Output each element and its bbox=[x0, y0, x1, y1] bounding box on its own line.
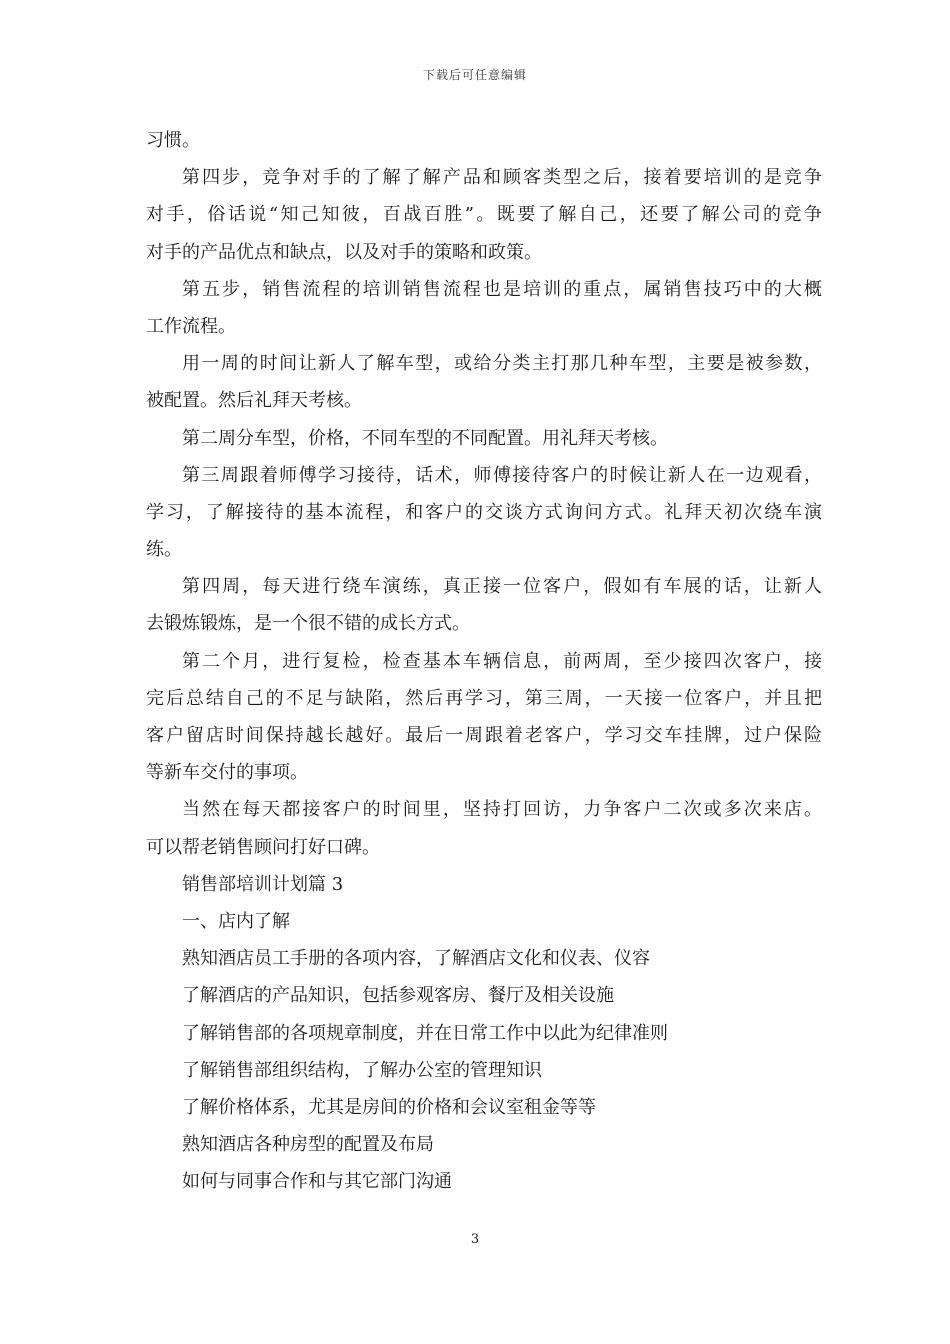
text-line: 练。 bbox=[146, 539, 182, 561]
text-line: 对手，俗话说“知己知彼，百战百胜”。既要了解自己，还要了解公司的竞争 bbox=[146, 204, 822, 226]
text-line: 对手的产品优点和缺点，以及对手的策略和政策。 bbox=[146, 241, 542, 263]
text-line: 第四步，竞争对手的了解了解产品和顾客类型之后，接着要培训的是竞争 bbox=[182, 167, 822, 189]
text-line: 可以帮老销售顾问打好口碑。 bbox=[146, 836, 380, 858]
text-line: 销售部培训计划篇 3 bbox=[182, 873, 344, 895]
text-line: 了解销售部的各项规章制度，并在日常工作中以此为纪律准则 bbox=[182, 1022, 668, 1044]
paragraph bbox=[146, 903, 822, 940]
text-line: 当然在每天都接客户的时间里，坚持打回访，力争客户二次或多次来店。 bbox=[182, 799, 822, 821]
paragraph bbox=[146, 1126, 822, 1163]
paragraph bbox=[146, 791, 822, 865]
paragraph bbox=[146, 345, 822, 419]
paragraph bbox=[146, 568, 822, 642]
text-line: 完后总结自己的不足与缺陷，然后再学习，第三周，一天接一位客户，并且把 bbox=[146, 687, 822, 709]
text-line: 了解价格体系，尤其是房间的价格和会议室租金等等 bbox=[182, 1096, 596, 1118]
paragraph bbox=[146, 643, 822, 792]
text-line: 习惯。 bbox=[146, 130, 200, 151]
text-line: 了解销售部组织结构，了解办公室的管理知识 bbox=[182, 1059, 542, 1081]
paragraph bbox=[146, 1015, 822, 1052]
page-header: 下载后可任意编辑 bbox=[422, 68, 527, 82]
text-line: 第三周跟着师傅学习接待，话术，师傅接待客户的时候让新人在一边观看， bbox=[182, 464, 822, 486]
text-line: 熟知酒店员工手册的各项内容，了解酒店文化和仪表、仪容 bbox=[182, 948, 650, 970]
paragraph bbox=[146, 457, 822, 569]
text-line: 被配置。然后礼拜天考核。 bbox=[146, 390, 362, 412]
text-line: 了解酒店的产品知识，包括参观客房、餐厅及相关设施 bbox=[182, 985, 614, 1007]
paragraph bbox=[146, 1163, 822, 1200]
paragraph bbox=[146, 1089, 822, 1126]
text-line: 客户留店时间保持越长越好。最后一周跟着老客户，学习交车挂牌，过户保险 bbox=[146, 725, 822, 746]
paragraph bbox=[146, 420, 822, 457]
document-body bbox=[146, 122, 822, 1200]
text-line: 熟知酒店各种房型的配置及布局 bbox=[182, 1134, 434, 1156]
text-line: 学习，了解接待的基本流程，和客户的交谈方式询问方式。礼拜天初次绕车演 bbox=[146, 501, 822, 523]
paragraph bbox=[146, 271, 822, 345]
text-line: 如何与同事合作和与其它部门沟通 bbox=[182, 1171, 452, 1193]
paragraph bbox=[146, 159, 822, 271]
text-line: 第四周，每天进行绕车演练，真正接一位客户，假如有车展的话，让新人 bbox=[182, 576, 822, 598]
text-line: 工作流程。 bbox=[146, 315, 236, 337]
text-line: 一、店内了解 bbox=[182, 910, 290, 932]
page-number: 3 bbox=[470, 1232, 480, 1247]
paragraph bbox=[146, 940, 822, 977]
paragraph bbox=[146, 1052, 822, 1089]
text-line: 第二周分车型，价格，不同车型的不同配置。用礼拜天考核。 bbox=[182, 427, 668, 449]
text-line: 用一周的时间让新人了解车型，或给分类主打那几种车型，主要是被参数， bbox=[182, 353, 822, 375]
paragraph bbox=[146, 122, 822, 159]
text-line: 等新车交付的事项。 bbox=[146, 762, 308, 784]
paragraph bbox=[146, 977, 822, 1014]
text-line: 第五步，销售流程的培训销售流程也是培训的重点，属销售技巧中的大概 bbox=[182, 278, 822, 300]
paragraph bbox=[146, 866, 822, 903]
text-line: 第二个月，进行复检，检查基本车辆信息，前两周，至少接四次客户，接 bbox=[182, 650, 822, 672]
text-line: 去锻炼锻炼，是一个很不错的成长方式。 bbox=[146, 613, 470, 635]
